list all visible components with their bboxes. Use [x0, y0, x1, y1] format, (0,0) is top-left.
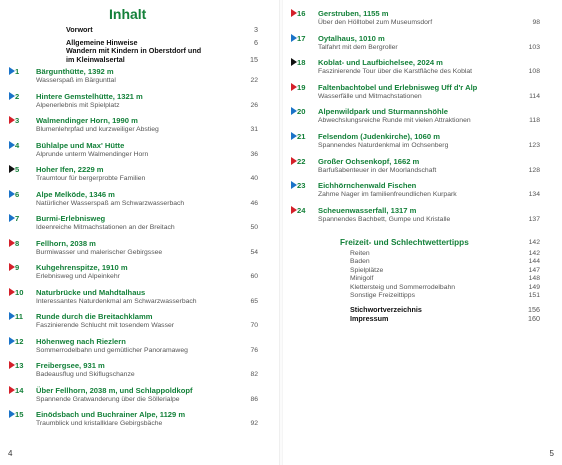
route-subtitle: Faszinierende Schlucht mit tosendem Wasser — [36, 322, 175, 329]
route-subtitle: Barfußabenteuer in der Moorlandschaft — [318, 166, 437, 174]
route-number: 6 — [15, 189, 20, 199]
route-number: 4 — [15, 140, 20, 150]
route-page: 123 — [528, 142, 540, 149]
route-subtitle: Faszinierende Tour über die Karstfläche des Koblat — [318, 68, 473, 76]
route-number: 2 — [15, 91, 20, 101]
route-title: Höhenweg nach Riezlern — [36, 336, 126, 346]
route-title: Bärgunthütte, 1392 m — [36, 67, 114, 76]
toc-entry — [15, 336, 258, 363]
route-title: Scheuenwasserfall, 1317 m — [318, 205, 417, 215]
route-number: 23 — [297, 181, 306, 191]
route-page: 50 — [250, 224, 258, 231]
route-subtitle: Traumblick und kristallklare Gebirgsbäche — [36, 420, 163, 427]
toc-entry — [297, 107, 540, 133]
route-number: 24 — [297, 205, 306, 215]
route-subtitle: Alpenerlebnis mit Spielplatz — [36, 101, 120, 109]
route-number: 20 — [297, 107, 306, 117]
toc-entry — [297, 33, 540, 60]
route-title: Fellhorn, 2038 m — [36, 238, 96, 248]
route-page: 86 — [250, 395, 258, 403]
route-page: 114 — [529, 92, 540, 100]
route-number: 19 — [297, 82, 306, 92]
route-number: 18 — [297, 58, 306, 68]
route-number: 22 — [297, 156, 306, 166]
route-number: 10 — [15, 287, 24, 297]
toc-heading: Inhalt — [109, 6, 147, 22]
route-number: 13 — [15, 361, 24, 370]
route-number: 16 — [297, 9, 306, 18]
toc-entry — [15, 385, 258, 412]
route-subtitle: Burmiwasser und malerischer Gebirgssee — [36, 248, 163, 256]
route-number: 8 — [15, 238, 20, 248]
front-item: im Kleinwalsertal 15 — [66, 54, 258, 64]
toc-entry — [15, 410, 258, 436]
route-subtitle: Ideenreiche Mitmachstationen an der Breitach — [36, 224, 175, 231]
toc-entry — [15, 263, 258, 289]
route-subtitle: Badeausflug und Skiflugschanze — [36, 371, 135, 378]
route-subtitle: Erlebnisweg und Alpeinkehr — [36, 273, 120, 280]
left-page — [0, 0, 280, 465]
route-subtitle: Wasserspaß im Bärgunttal — [36, 77, 116, 84]
front-item: Wandern mit Kindern in Oberstdorf und — [66, 46, 202, 56]
toc-entry — [297, 205, 540, 232]
extras-item: Baden 144 — [350, 258, 540, 266]
route-subtitle: Zahme Nager im familienfreundlichen Kurpark — [318, 191, 457, 199]
route-title: Naturbrücke und Mahdtalhaus — [36, 287, 146, 297]
route-subtitle: Abwechslungsreiche Runde mit vielen Attraktionen — [318, 117, 471, 125]
route-subtitle: Natürlicher Wasserspaß am Schwarzwasserbach — [36, 199, 185, 207]
route-title: Walmendinger Horn, 1990 m — [36, 116, 138, 125]
toc-entry — [297, 181, 540, 207]
route-page: 70 — [250, 322, 258, 329]
toc-entry — [297, 132, 540, 158]
route-page: 98 — [532, 19, 540, 26]
route-title: Runde durch die Breitachklamm — [36, 312, 153, 321]
extras-title: Freizeit- und Schlechtwettertipps 142 — [340, 238, 540, 247]
route-page: 108 — [528, 68, 540, 76]
route-number: 3 — [15, 116, 20, 125]
route-subtitle: Über den Hölltobel zum Museumsdorf — [318, 19, 433, 26]
route-title: Koblat- und Laufbichelsee, 2024 m — [318, 58, 443, 68]
route-title: Freibergsee, 931 m — [36, 361, 105, 370]
extras-item: Klettersteig und Sommerrodelbahn 149 — [350, 283, 540, 291]
extras-item: Sonstige Freizeittipps 151 — [350, 292, 540, 300]
route-title: Über Fellhorn, 2038 m, und Schlappoldkopf — [36, 385, 193, 395]
route-number: 14 — [15, 385, 24, 395]
route-number: 5 — [15, 165, 20, 174]
route-number: 21 — [297, 132, 306, 141]
route-page: 137 — [528, 215, 540, 223]
route-title: Bühlalpe und Max' Hütte — [36, 140, 125, 150]
route-subtitle: Interessantes Naturdenkmal am Schwarzwasserbach — [36, 297, 197, 305]
route-subtitle: Alprunde unterm Walmendinger Horn — [36, 150, 149, 158]
route-number: 17 — [297, 33, 306, 43]
route-number: 11 — [15, 312, 24, 321]
toc-entry — [15, 312, 258, 338]
route-title: Alpe Melköde, 1346 m — [36, 189, 115, 199]
toc-entry — [15, 238, 258, 265]
toc-entry — [15, 140, 258, 167]
route-subtitle: Blumenlehrpfad und kurzweiliger Abstieg — [36, 126, 159, 133]
toc-entry — [15, 214, 258, 240]
route-title: Großer Ochsenkopf, 1662 m — [318, 156, 420, 166]
route-page: 128 — [528, 166, 540, 174]
route-title: Oytalhaus, 1010 m — [318, 33, 385, 43]
route-number: 15 — [15, 410, 24, 419]
route-page: 76 — [250, 346, 258, 354]
route-page: 26 — [250, 101, 258, 109]
route-page: 36 — [250, 150, 258, 158]
back-matter-item: Stichwortverzeichnis 156 — [350, 305, 540, 315]
route-page: 118 — [529, 117, 540, 125]
route-title: Hintere Gemstelhütte, 1321 m — [36, 91, 143, 101]
route-page: 31 — [250, 126, 258, 133]
route-title: Kuhgehrenspitze, 1910 m — [36, 263, 128, 272]
route-title: Felsendom (Judenkirche), 1060 m — [318, 132, 440, 141]
extras-item: Spielplätze 147 — [350, 266, 540, 274]
route-subtitle: Spannende Gratwanderung über die Söllerialpe — [36, 395, 180, 403]
toc-entry — [15, 189, 258, 216]
back-matter-item: Impressum 160 — [350, 314, 540, 324]
toc-entry — [297, 9, 540, 35]
toc-entry — [15, 91, 258, 118]
toc-entry — [15, 67, 258, 93]
route-page: 22 — [250, 77, 258, 84]
extras-section — [340, 238, 540, 324]
right-page — [282, 0, 562, 465]
toc-entry — [15, 287, 258, 314]
route-title: Gerstruben, 1155 m — [318, 9, 389, 18]
toc-entry — [297, 82, 540, 109]
route-subtitle: Sommerrodelbahn und gemütlicher Panoramaweg — [36, 346, 188, 354]
route-title: Faltenbachtobel und Erlebnisweg Uff d'r Alp — [318, 82, 478, 92]
route-subtitle: Spannendes Naturdenkmal im Ochsenberg — [318, 142, 449, 149]
page-number-left: 4 — [8, 449, 13, 458]
toc-entry — [15, 116, 258, 142]
route-title: Eichhörnchenwald Fischen — [318, 181, 417, 191]
route-page: 40 — [250, 175, 258, 182]
route-page: 92 — [250, 420, 258, 427]
route-number: 9 — [15, 263, 20, 272]
front-item: Allgemeine Hinweise 6 — [66, 37, 258, 47]
extras-item: Reiten 142 — [350, 250, 540, 257]
toc-entry — [297, 156, 540, 183]
route-number: 1 — [15, 67, 20, 76]
route-title: Hoher Ifen, 2229 m — [36, 165, 104, 174]
front-item: Vorwort 3 — [66, 25, 258, 34]
toc-entry — [15, 165, 258, 191]
toc-entry — [15, 361, 258, 387]
route-subtitle: Talfahrt mit dem Bergroller — [318, 43, 398, 51]
route-subtitle: Spannendes Bachbett, Gumpe und Kristalle — [318, 215, 451, 223]
route-subtitle: Traumtour für bergerprobte Familien — [36, 175, 146, 182]
route-subtitle: Wasserfälle und Mitmachstationen — [318, 92, 422, 100]
route-page: 103 — [528, 43, 540, 51]
route-page: 46 — [250, 199, 258, 207]
route-page: 65 — [250, 297, 258, 305]
route-title: Alpenwildpark und Sturmannshöhle — [318, 107, 448, 117]
route-page: 60 — [250, 273, 258, 280]
toc-entry — [297, 58, 540, 84]
route-page: 134 — [528, 191, 540, 199]
page-number-right: 5 — [549, 449, 554, 458]
front-matter — [66, 26, 258, 64]
route-title: Burmi-Erlebnisweg — [36, 214, 106, 223]
route-number: 12 — [15, 336, 24, 346]
route-number: 7 — [15, 214, 20, 223]
route-page: 54 — [250, 248, 258, 256]
route-title: Einödsbach und Buchrainer Alpe, 1129 m — [36, 410, 186, 419]
route-page: 82 — [250, 371, 258, 378]
extras-item: Minigolf 148 — [350, 275, 540, 283]
